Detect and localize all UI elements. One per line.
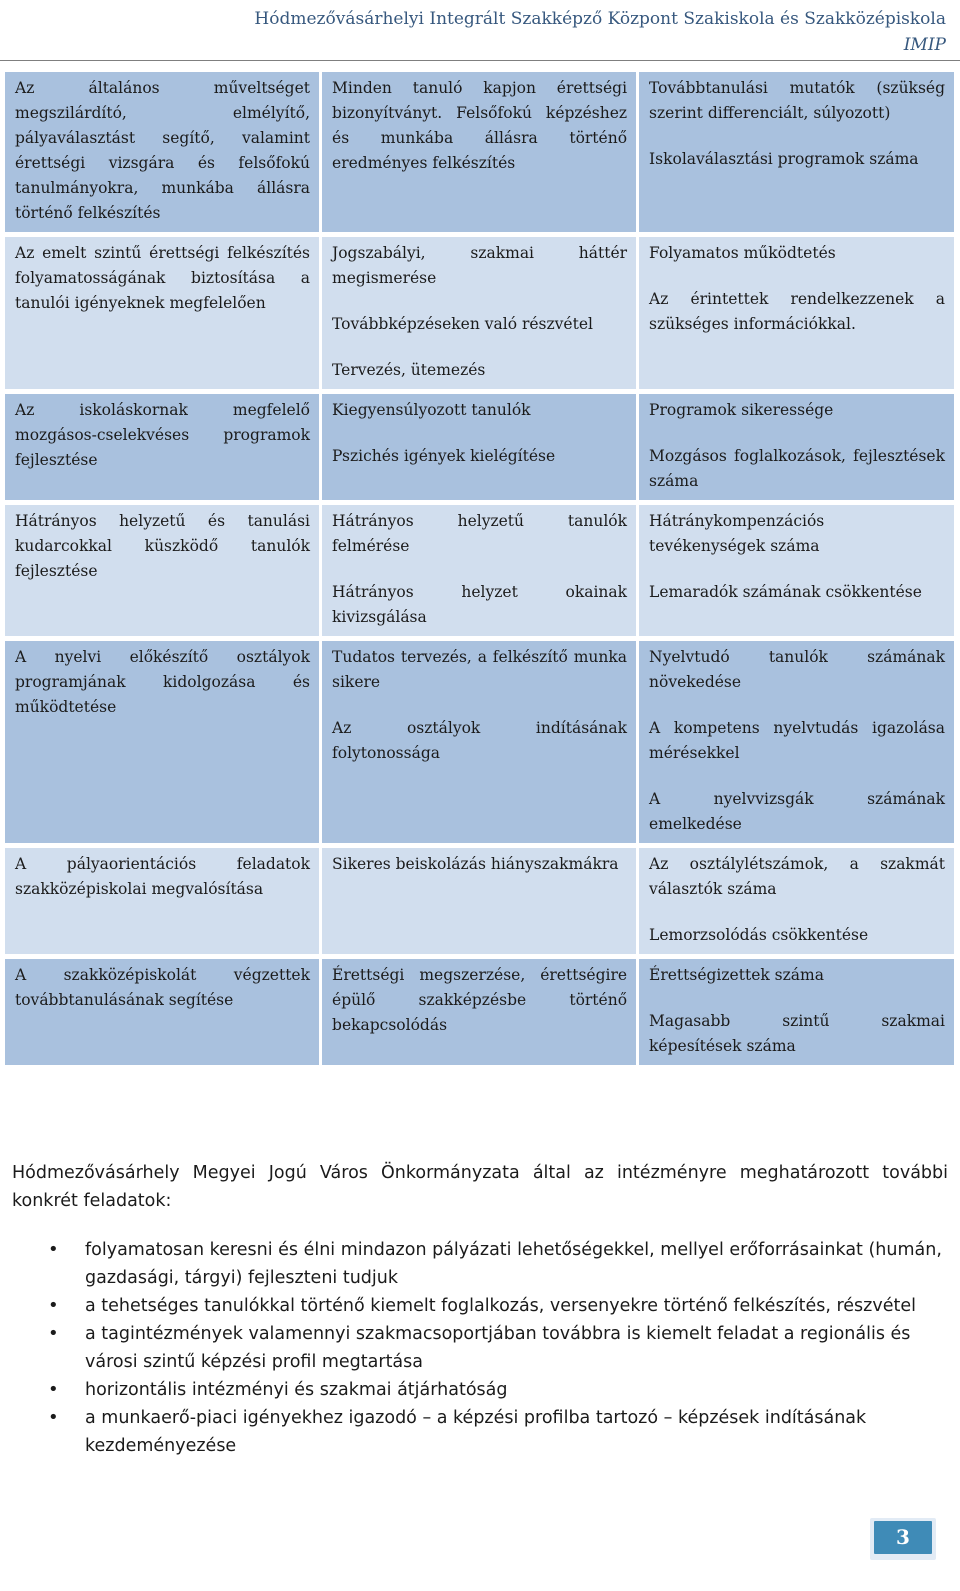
cell-paragraph: Az osztálylétszámok, a szakmát választók száma (649, 855, 945, 898)
page-header (254, 6, 946, 58)
list-item-text: a munkaerő-piaci igényekhez igazodó – a képzési profilba tartozó – képzések indításának kezdeményezése (85, 1408, 867, 1456)
cell-paragraph: Érettségi megszerzése, érettségire épülő szakképzésbe történő bekapcsolódás (332, 966, 628, 1034)
indicator-cell (639, 505, 954, 641)
cell-paragraph: Magasabb szintű szakmai képesítések száma (649, 1012, 945, 1055)
bullet-icon: • (48, 1379, 59, 1400)
goal-cell (5, 72, 319, 237)
cell-paragraph: Jogszabályi, szakmai háttér megismerése (332, 244, 628, 287)
cell-paragraph: Lemorzsolódás csökkentése (649, 926, 869, 944)
bullet-icon: • (48, 1323, 59, 1344)
list-item-text: horizontális intézményi és szakmai átjárhatóság (85, 1380, 508, 1400)
goal-cell (5, 394, 319, 505)
cell-paragraph: Továbbképzéseken való részvétel (332, 315, 593, 333)
list-item (48, 1376, 948, 1404)
header-divider (0, 60, 960, 61)
cell-paragraph: Hátrányos helyzetű és tanulási kudarcokkal küszködő tanulók fejlesztése (15, 512, 311, 580)
lead-paragraph: Hódmezővásárhely Megyei Jogú Város Önkormányzata által az intézményre meghatározott további konkrét feladatok: (12, 1163, 948, 1211)
table-row (5, 959, 954, 1070)
goals-table-body (5, 72, 954, 1070)
cell-paragraph: Sikeres beiskolázás hiányszakmákra (332, 855, 619, 873)
cell-paragraph: Az érintettek rendelkezzenek a szükséges információkkal. (649, 290, 945, 333)
cell-paragraph: Minden tanuló kapjon érettségi bizonyítványt. Felsőfokú képzéshez és munkába állásra történő eredményes felkészítés (332, 79, 628, 172)
cell-paragraph: Az általános műveltséget megszilárdító, elmélyítő, pályaválasztást segítő, valamint érettségi vizsgára és felsőfokú tanulmányokra, munkába állásra történő felkészítés (15, 79, 311, 222)
cell-paragraph: A nyelvvizsgák számának emelkedése (649, 790, 945, 833)
indicator-cell (639, 394, 954, 505)
cell-paragraph: A szakközépiskolát végzettek továbbtanulásának segítése (15, 966, 311, 1009)
cell-paragraph: Nyelvtudó tanulók számának növekedése (649, 648, 945, 691)
indicator-cell (639, 848, 954, 959)
cell-paragraph: A pályaorientációs feladatok szakközépiskolai megvalósítása (15, 855, 311, 898)
page-number-box (870, 1518, 936, 1560)
goal-cell (5, 848, 319, 959)
cell-paragraph: Hátrányos helyzetű tanulók felmérése (332, 512, 628, 555)
outcome-cell (322, 72, 636, 237)
cell-paragraph: A kompetens nyelvtudás igazolása mérésekkel (649, 719, 945, 762)
table-row (5, 237, 954, 394)
cell-paragraph: Lemaradók számának csökkentése (649, 583, 922, 601)
table-row (5, 394, 954, 505)
cell-paragraph: Programok sikeressége (649, 401, 834, 419)
outcome-cell (322, 505, 636, 641)
cell-paragraph: Érettségizettek száma (649, 966, 824, 984)
page-number: 3 (874, 1521, 932, 1554)
cell-paragraph: Továbbtanulási mutatók (szükség szerint differenciált, súlyozott) (649, 79, 945, 122)
cell-paragraph: Folyamatos működtetés (649, 244, 836, 262)
table-row (5, 72, 954, 237)
cell-paragraph: Az osztályok indításának folytonossága (332, 719, 628, 762)
list-item (48, 1292, 948, 1320)
outcome-cell (322, 641, 636, 848)
goal-cell (5, 505, 319, 641)
header-title: Hódmezővásárhelyi Integrált Szakképző Központ Szakiskola és Szakközépiskola (254, 9, 946, 29)
list-item-text: folyamatosan keresni és élni mindazon pályázati lehetőségekkel, mellyel erőforrásainkat (humán, gazdasági, tárgyi) fejleszteni tudjuk (85, 1240, 942, 1288)
cell-paragraph: Hátránykompenzációs tevékenységek száma (649, 512, 825, 555)
cell-paragraph: Kiegyensúlyozott tanulók (332, 401, 531, 419)
outcome-cell (322, 237, 636, 394)
cell-paragraph: Az iskoláskornak megfelelő mozgásos-cselekvéses programok fejlesztése (15, 401, 311, 469)
list-item (48, 1404, 948, 1460)
cell-paragraph: Iskolaválasztási programok száma (649, 150, 919, 168)
table-row (5, 505, 954, 641)
task-list (48, 1236, 948, 1460)
indicator-cell (639, 641, 954, 848)
list-item (48, 1236, 948, 1292)
cell-paragraph: Pszichés igények kielégítése (332, 447, 556, 465)
table-row (5, 641, 954, 848)
cell-paragraph: Hátrányos helyzet okainak kivizsgálása (332, 583, 628, 626)
outcome-cell (322, 394, 636, 505)
header-subtitle: IMIP (903, 35, 946, 55)
goal-cell (5, 959, 319, 1070)
list-item-text: a tehetséges tanulókkal történő kiemelt foglalkozás, versenyekre történő felkészítés, részvétel (85, 1296, 916, 1316)
cell-paragraph: Mozgásos foglalkozások, fejlesztések száma (649, 447, 945, 490)
table-row (5, 848, 954, 959)
bullet-icon: • (48, 1295, 59, 1316)
cell-paragraph: A nyelvi előkészítő osztályok programjának kidolgozása és működtetése (15, 648, 311, 716)
indicator-cell (639, 237, 954, 394)
list-item (48, 1320, 948, 1376)
outcome-cell (322, 959, 636, 1070)
goal-cell (5, 237, 319, 394)
cell-paragraph: Tervezés, ütemezés (332, 361, 486, 379)
list-item-text: a tagintézmények valamennyi szakmacsoportjában továbbra is kiemelt feladat a regionális és városi szintű képzési profil megtartása (85, 1324, 911, 1372)
cell-paragraph: Az emelt szintű érettségi felkészítés folyamatosságának biztosítása a tanulói igényeknek megfelelően (15, 244, 311, 312)
cell-paragraph: Tudatos tervezés, a felkészítő munka sikere (332, 648, 628, 691)
bullet-icon: • (48, 1407, 59, 1428)
outcome-cell (322, 848, 636, 959)
bullet-icon: • (48, 1239, 59, 1260)
indicator-cell (639, 72, 954, 237)
goals-table (2, 72, 957, 1070)
goal-cell (5, 641, 319, 848)
indicator-cell (639, 959, 954, 1070)
